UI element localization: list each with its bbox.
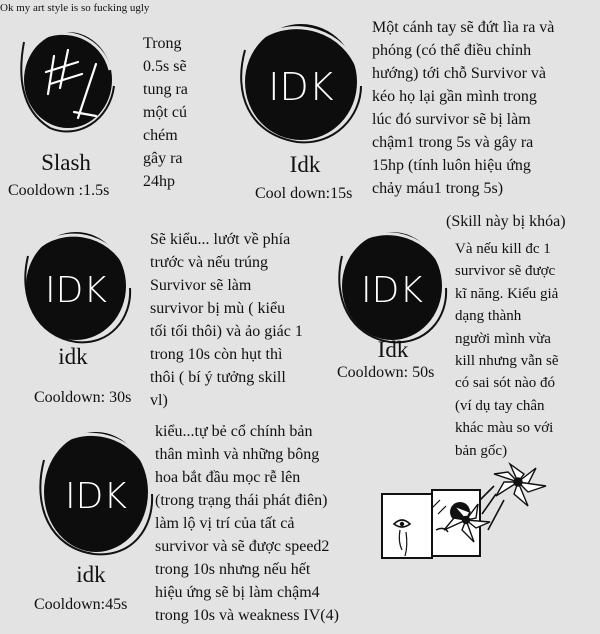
skill-1-name: Slash xyxy=(41,150,91,175)
skill-2-name: Idk xyxy=(289,152,321,177)
skill-4-description: Và nếu kill đc 1 survivor sẽ được kĩ năng. Kiểu giả dạng thành người mình vừa kill nhưng vẫn sẽ có sai sót nào đó (ví dụ tay chân khác màu so với bản gốc) xyxy=(455,241,559,459)
skill-5-name: idk xyxy=(76,562,106,587)
skill-2-icon xyxy=(235,12,365,146)
svg-text:IDK: IDK xyxy=(268,65,334,109)
skill-4-icon xyxy=(332,222,450,346)
skill-5-description: kiểu...tự bẻ cổ chính bản thân mình và những bông hoa bắt đầu mọc rễ lên (trong trạng thái phát điên) làm lộ vị trí của tất cả survivor và sẽ được speed2 trong 10s nhưng nếu hết hiệu ứng sẽ bị làm chậm4 trong 10s và weakness IV(4) xyxy=(155,423,339,624)
skill-3-description: Sẽ kiểu... lướt về phía trước và nếu trúng Survivor sẽ làm survivor bị mù ( kiểu tối tối thôi) và ảo giác 1 trong 10s còn hụt thì thôi ( bí ý tưởng skill vl) xyxy=(150,231,303,409)
skill-1-cooldown: Cooldown :1.5s xyxy=(8,182,110,199)
skill-3-name: idk xyxy=(58,344,88,369)
skill-3-icon xyxy=(18,222,134,346)
svg-text:IDK: IDK xyxy=(45,270,107,311)
skill-1-description: Trong 0.5s sẽ tung ra một cú chém gây ra 24hp xyxy=(143,35,188,190)
skill-3-cooldown: Cooldown: 30s xyxy=(34,389,132,406)
svg-text:IDK: IDK xyxy=(361,270,423,311)
svg-text:IDK: IDK xyxy=(65,476,127,517)
skill-4-locked-note: (Skill này bị khóa) xyxy=(446,213,566,230)
skill-5-cooldown: Cooldown:45s xyxy=(34,596,128,613)
skill-4-cooldown: Cooldown: 50s xyxy=(337,364,435,381)
skill-5-icon xyxy=(34,420,156,558)
skill-2-description: Một cánh tay sẽ đứt lìa ra và phóng (có thể điều chỉnh hướng) tới chỗ Survivor và kéo họ lại gần mình trong lúc đó survivor sẽ bị làm chậm1 trong 5s và gây ra 15hp (tính luôn hiệu ứng chảy máu1 trong 5s) xyxy=(372,19,555,197)
caption-text: Ok my art style is so fucking ugly xyxy=(0,2,150,14)
skill-4-name: Idk xyxy=(377,337,409,362)
skill-2-cooldown: Cool down:15s xyxy=(255,185,353,202)
slash-skill-icon xyxy=(16,22,120,136)
character-flower-doodle xyxy=(378,460,558,580)
